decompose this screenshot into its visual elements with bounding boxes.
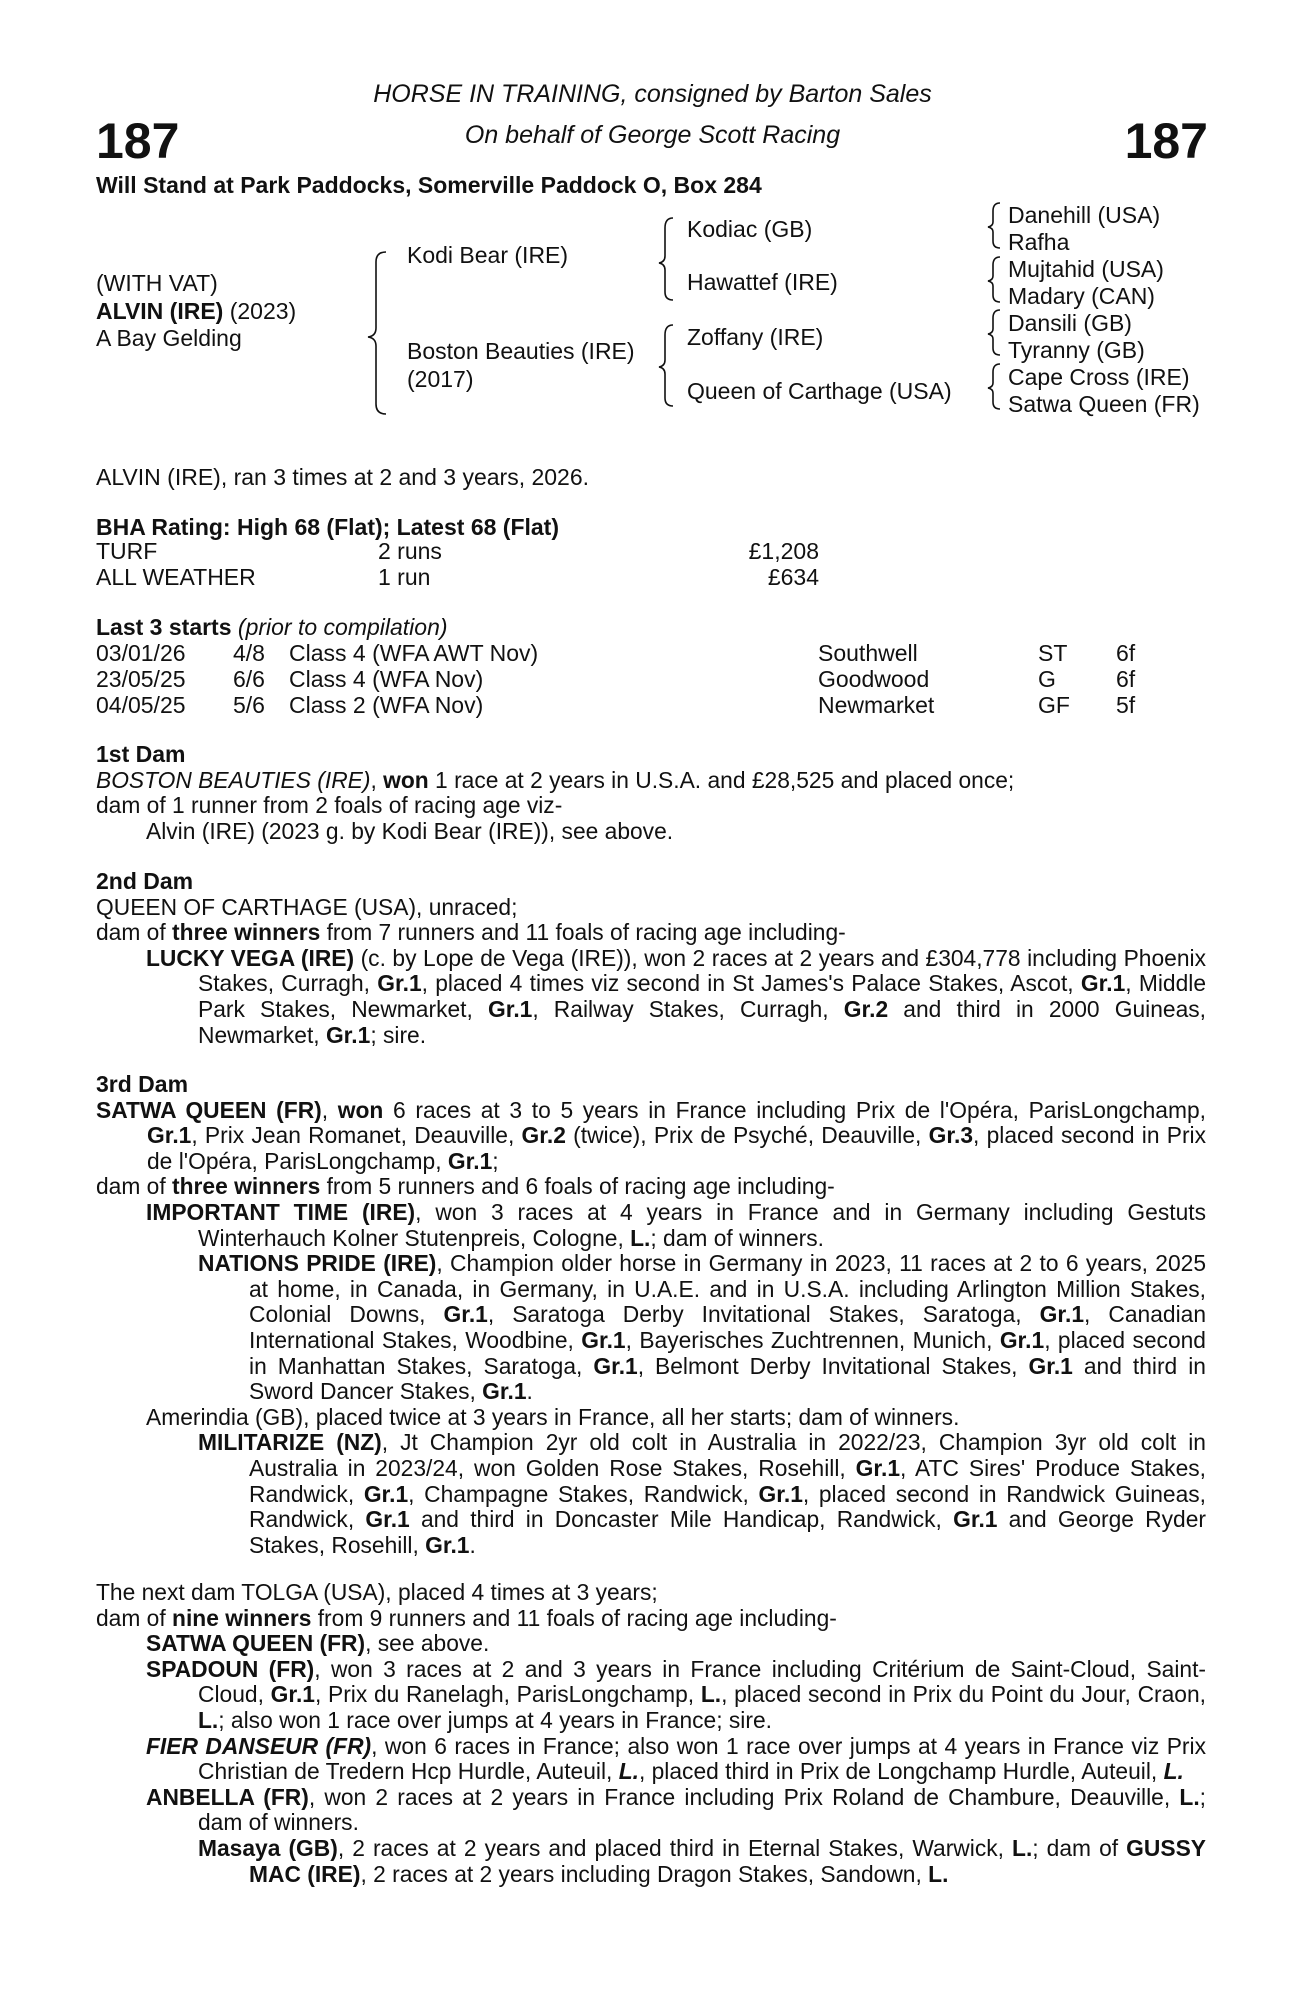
satwa-queen-text-3: (twice), Prix de Psyché, Deauville, [565, 1122, 929, 1149]
listed-badge: L. [1179, 1783, 1200, 1810]
pedigree-g7: Cape Cross (IRE) [1008, 364, 1190, 390]
start-going-3: GF [1038, 692, 1070, 718]
rating-row-surface-1: TURF [96, 538, 158, 564]
grade-badge: Gr.1 [953, 1506, 998, 1533]
start-pos-2: 6/6 [233, 666, 265, 692]
rating-row-prize-1: £1,208 [748, 538, 819, 564]
grade-badge: Gr.1 [443, 1301, 488, 1328]
first-dam-name: BOSTON BEAUTIES (IRE) [96, 766, 371, 793]
masaya-text-2: ; dam of [1032, 1834, 1127, 1861]
listed-badge: L. [1012, 1834, 1033, 1861]
second-dam-pre: dam of [96, 919, 173, 946]
start-dist-2: 6f [1116, 666, 1136, 692]
grade-badge: Gr.1 [999, 1326, 1045, 1353]
important-time-text-2: ; dam of winners. [650, 1224, 824, 1251]
horse-year: (2023) [229, 298, 297, 324]
first-dam-won: won [383, 766, 429, 793]
header-title: HORSE IN TRAINING, consigned by Barton Sales [373, 80, 932, 108]
second-dam-section [96, 869, 1206, 1048]
grade-badge: Gr.1 [1039, 1301, 1085, 1328]
spadoun-text-4: ; also won 1 race over jumps at 4 years in France; sire. [218, 1706, 772, 1733]
pedigree-g5: Dansili (GB) [1008, 310, 1132, 336]
start-course-3: Newmarket [818, 692, 935, 718]
grade-badge: Gr.1 [855, 1454, 901, 1481]
nations-pride-text-6: , Belmont Derby Invitational Stakes, [637, 1352, 1029, 1379]
satwa-queen-text-2: , Prix Jean Romanet, Deauville, [191, 1122, 522, 1149]
nations-pride-text-2: , Saratoga Derby Invitational Stakes, Saratoga, [487, 1301, 1040, 1328]
grade-badge: Gr.1 [147, 1122, 192, 1149]
second-dam-post: from 7 runners and 11 foals of racing age including- [320, 919, 846, 946]
pedigree-g8: Satwa Queen (FR) [1008, 391, 1200, 417]
progeny-spadoun [96, 1657, 1206, 1734]
race-summary: ALVIN (IRE), ran 3 times at 2 and 3 years, 2026. [96, 464, 590, 490]
stand-location: Will Stand at Park Paddocks, Somerville Paddock O, Box 284 [96, 172, 762, 198]
militarize-text-5: and third in Doncaster Mile Handicap, Randwick, [409, 1506, 954, 1533]
third-dam-section [96, 1072, 1206, 1558]
important-time-text-1: , won 3 races at 4 years in France and in Germany including Gestuts Winterhauch Kolner Stutenpreis, Cologne, [198, 1198, 1206, 1251]
grade-badge: Gr.1 [363, 1480, 409, 1507]
pedigree-dam: Boston Beauties (IRE) [407, 338, 635, 364]
lucky-vega-text-6: ; sire. [370, 1021, 427, 1048]
rating-heading: BHA Rating: High 68 (Flat); Latest 68 (Flat) [96, 514, 559, 540]
starts-heading-note: (prior to compilation) [237, 614, 448, 640]
brace-g1 [988, 203, 1000, 248]
pedigree-g1: Danehill (USA) [1008, 202, 1161, 228]
grade-badge: Gr.2 [843, 995, 889, 1022]
masaya-name: Masaya (GB) [198, 1834, 338, 1861]
fier-danseur-name: FIER DANSEUR (FR) [146, 1732, 372, 1759]
pedigree-g2: Rafha [1008, 229, 1070, 255]
lucky-vega-text-5: and third in 2000 Guineas, Newmarket, [198, 995, 1206, 1048]
fier-danseur-text-1: , won 6 races in France; also won 1 race over jumps at 4 years in France viz Prix Christian de Tredern Hcp Hurdle, Auteuil, [198, 1732, 1206, 1785]
grade-badge: Gr.1 [1028, 1352, 1073, 1379]
progeny-important-time [96, 1200, 1206, 1251]
grade-badge: Gr.1 [365, 1506, 410, 1533]
pedigree-g3: Mujtahid (USA) [1008, 256, 1164, 282]
progeny-lucky-vega [96, 946, 1206, 1048]
progeny-nations-pride [96, 1251, 1206, 1405]
third-dam-produce [96, 1174, 1206, 1200]
start-date-1: 03/01/26 [96, 640, 186, 666]
grade-badge: Gr.1 [325, 1021, 371, 1048]
third-dam-post: from 5 runners and 6 foals of racing age including- [320, 1173, 835, 1200]
third-dam-pre: dam of [96, 1173, 173, 1200]
third-dam-winners: three winners [172, 1173, 321, 1200]
grade-badge: Gr.1 [593, 1352, 638, 1379]
pedigree-dam-year: (2017) [407, 366, 474, 392]
second-dam-line: QUEEN OF CARTHAGE (USA), unraced; [96, 893, 518, 920]
important-time-name: IMPORTANT TIME (IRE) [146, 1198, 416, 1225]
start-date-3: 04/05/25 [96, 692, 186, 718]
start-dist-3: 5f [1116, 692, 1136, 718]
next-dam-section [96, 1580, 1206, 1887]
nations-pride-text-8: . [526, 1378, 533, 1405]
progeny-militarize [96, 1430, 1206, 1558]
masaya-text-1: , 2 races at 2 years and placed third in Eternal Stakes, Warwick, [337, 1834, 1013, 1861]
anbella-text-2: ; dam of winners. [198, 1783, 1206, 1836]
next-dam-winners: nine winners [172, 1604, 312, 1631]
header-subtitle: On behalf of George Scott Racing [464, 121, 841, 149]
next-dam-produce [96, 1606, 1206, 1632]
start-race-1: Class 4 (WFA AWT Nov) [289, 640, 539, 666]
second-dam-produce [96, 920, 1206, 946]
militarize-text-4: , placed second in Randwick Guineas, Randwick, [249, 1480, 1206, 1533]
progeny-satwa-queen [96, 1631, 1206, 1657]
lucky-vega-name: LUCKY VEGA (IRE) [146, 944, 355, 971]
listed-badge: L. [198, 1706, 219, 1733]
gussy-mac-name: GUSSY MAC (IRE) [249, 1834, 1206, 1887]
militarize-name: MILITARIZE (NZ) [198, 1429, 382, 1456]
grade-badge: Gr.1 [581, 1326, 626, 1353]
grade-badge: Gr.1 [1080, 970, 1126, 997]
pedigree-dam-dam: Queen of Carthage (USA) [687, 378, 952, 404]
start-dist-1: 6f [1116, 640, 1136, 666]
start-going-1: ST [1038, 640, 1068, 666]
pedigree-g4: Madary (CAN) [1008, 283, 1155, 309]
rating-row-runs-2: 1 run [378, 564, 431, 590]
grade-badge: Gr.1 [447, 1147, 493, 1174]
grade-badge: Gr.1 [487, 995, 533, 1022]
anbella-text-1: , won 2 races at 2 years in France including Prix Roland de Chambure, Deauville, [308, 1783, 1180, 1810]
third-dam-line: SATWA QUEEN (FR), won 6 races at 3 to 5 years in France including Prix de l'Opéra, ParisLongchamp, Gr.1, Prix Jean Romanet, Deauville, Gr.2 (twice), Prix de Psyché, Deauville, Gr.3, placed second in Prix de l'Opéra, ParisLongchamp, Gr.1; [96, 1096, 1206, 1174]
spadoun-text-1: , won 3 races at 2 and 3 years in France including Critérium de Saint-Cloud, Saint-Cloud, [198, 1655, 1206, 1708]
grade-badge: Gr.3 [928, 1122, 973, 1149]
start-pos-3: 5/6 [233, 692, 265, 718]
brace-g3 [988, 310, 1000, 355]
second-dam-heading: 2nd Dam [96, 868, 194, 894]
third-dam-heading: 3rd Dam [96, 1071, 189, 1097]
anbella-name: ANBELLA (FR) [146, 1783, 309, 1810]
start-race-3: Class 2 (WFA Nov) [289, 692, 484, 718]
progeny-anbella [96, 1785, 1206, 1836]
lucky-vega-text-2: , placed 4 times viz second in St James's Palace Stakes, Ascot, [421, 970, 1081, 997]
next-dam-line: The next dam TOLGA (USA), placed 4 times at 3 years; [96, 1579, 658, 1605]
rating-row-prize-2: £634 [767, 564, 819, 590]
spadoun-name: SPADOUN (FR) [146, 1655, 315, 1682]
progeny-amerindia: Amerindia (GB), placed twice at 3 years in France, all her starts; dam of winners. [146, 1403, 960, 1430]
start-race-2: Class 4 (WFA Nov) [289, 666, 484, 692]
brace-main [368, 252, 386, 414]
listed-badge: L. [1163, 1758, 1184, 1785]
militarize-text-6: and George Ryder Stakes, Rosehill, [249, 1506, 1206, 1558]
vat-note: (WITH VAT) [96, 270, 218, 296]
brace-g2 [988, 257, 1000, 302]
lucky-vega-text-3: , Middle Park Stakes, Newmarket, [198, 970, 1207, 1022]
brace-sire [659, 218, 673, 300]
listed-badge: L. [618, 1758, 639, 1785]
second-dam-winners: three winners [172, 919, 321, 946]
grade-badge: Gr.1 [377, 970, 422, 997]
pedigree-sire-sire: Kodiac (GB) [687, 216, 813, 242]
spadoun-text-3: , placed second in Prix du Point du Jour, Craon, [721, 1681, 1206, 1708]
start-course-2: Goodwood [818, 666, 930, 692]
satwa-queen-name: SATWA QUEEN (FR) [96, 1096, 322, 1123]
satwa-queen-text-5: ; [492, 1147, 499, 1174]
starts-heading [96, 614, 448, 641]
pedigree-dam-sire: Zoffany (IRE) [687, 324, 824, 350]
first-dam-line: BOSTON BEAUTIES (IRE), won 1 race at 2 years in U.S.A. and £28,525 and placed once; [96, 766, 1015, 793]
satwa-queen-text-4: , placed second in Prix de l'Opéra, ParisLongchamp, [147, 1122, 1206, 1174]
nations-pride-text-7: and third in Sword Dancer Stakes, [249, 1352, 1206, 1405]
pedigree-g6: Tyranny (GB) [1008, 337, 1145, 363]
next-dam-pre: dam of [96, 1604, 173, 1631]
horse-description: A Bay Gelding [96, 325, 242, 351]
starts-heading-label: Last 3 starts [96, 614, 232, 640]
first-dam-section [96, 742, 1206, 844]
nations-pride-name: NATIONS PRIDE (IRE) [198, 1250, 437, 1277]
grade-badge: Gr.1 [758, 1480, 803, 1507]
militarize-text-7: . [469, 1531, 476, 1558]
progeny-masaya [96, 1836, 1206, 1887]
start-date-2: 23/05/25 [96, 666, 186, 692]
start-course-1: Southwell [818, 640, 918, 666]
satwa-queen-ref-name: SATWA QUEEN (FR) [146, 1630, 366, 1657]
lot-number-left: 187 [96, 113, 180, 169]
grade-badge: Gr.1 [482, 1378, 527, 1405]
grade-badge: Gr.1 [270, 1681, 315, 1708]
pedigree-sire: Kodi Bear (IRE) [407, 242, 569, 268]
start-going-2: G [1038, 666, 1056, 692]
gussy-mac-text-1: , 2 races at 2 years including Dragon Stakes, Sandown, [360, 1860, 929, 1887]
satwa-queen-won: won [337, 1096, 384, 1123]
first-dam-text: 1 race at 2 years in U.S.A. and £28,525 and placed once; [428, 766, 1015, 793]
first-dam-produce-line: dam of 1 runner from 2 foals of racing age viz- [96, 792, 563, 819]
militarize-text-1: , Jt Champion 2yr old colt in Australia in 2022/23, Champion 3yr old colt in Australia in 2023/24, won Golden Rose Stakes, Rosehill, [249, 1429, 1206, 1481]
pedigree-sire-dam: Hawattef (IRE) [687, 269, 838, 295]
listed-badge: L. [928, 1860, 949, 1887]
start-pos-1: 4/8 [233, 640, 265, 666]
nations-pride-text-5: , placed second in Manhattan Stakes, Saratoga, [249, 1326, 1206, 1379]
horse-name: ALVIN (IRE) [96, 298, 224, 324]
listed-badge: L. [700, 1681, 722, 1708]
fier-danseur-text-2: , placed third in Prix de Longchamp Hurdle, Auteuil, [638, 1758, 1164, 1785]
spadoun-text-2: , Prix du Ranelagh, ParisLongchamp, [314, 1681, 701, 1708]
rating-row-surface-2: ALL WEATHER [96, 564, 256, 590]
listed-badge: L. [630, 1224, 651, 1251]
progeny-fier-danseur [96, 1734, 1206, 1785]
grade-badge: Gr.1 [425, 1531, 470, 1558]
militarize-text-2: , ATC Sires' Produce Stakes, Randwick, [249, 1454, 1206, 1507]
lucky-vega-text-4: , Railway Stakes, Curragh, [532, 995, 844, 1022]
brace-g4 [988, 364, 1000, 409]
satwa-queen-text-1: 6 races at 3 to 5 years in France including Prix de l'Opéra, ParisLongchamp, [383, 1096, 1206, 1123]
lot-number-right: 187 [1124, 113, 1208, 169]
nations-pride-text-1: , Champion older horse in Germany in 2023, 11 races at 2 to 6 years, 2025 at home, in Canada, in Germany, in U.A.E. and in U.S.A. including Arlington Million Stakes, Colonial Downs, [249, 1250, 1206, 1328]
first-dam-heading: 1st Dam [96, 741, 186, 767]
nations-pride-text-3: , Canadian International Stakes, Woodbine, [249, 1301, 1206, 1353]
lucky-vega-text-1: (c. by Lope de Vega (IRE)), won 2 races at 2 years and £304,778 including Phoenix Stakes, Curragh, [198, 944, 1206, 997]
next-dam-post: from 9 runners and 11 foals of racing age including- [311, 1604, 837, 1631]
satwa-queen-ref-text: , see above. [365, 1630, 490, 1657]
nations-pride-text-4: , Bayerisches Zuchtrennen, Munich, [625, 1326, 1000, 1353]
first-dam-progeny: Alvin (IRE) (2023 g. by Kodi Bear (IRE)), see above. [146, 817, 674, 844]
brace-dam [659, 325, 673, 406]
militarize-text-3: , Champagne Stakes, Randwick, [408, 1480, 759, 1507]
rating-row-runs-1: 2 runs [378, 538, 442, 564]
grade-badge: Gr.2 [521, 1122, 566, 1149]
